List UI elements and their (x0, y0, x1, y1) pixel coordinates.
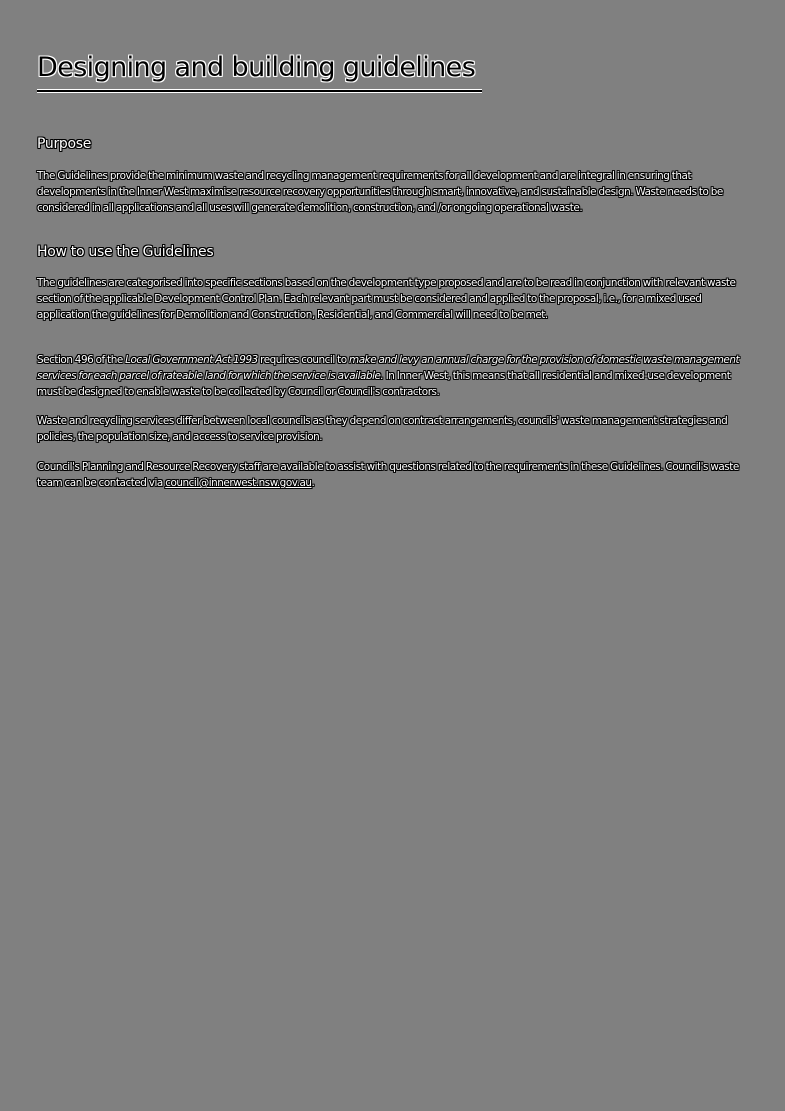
purpose-paragraph: The Guidelines provide the minimum waste and recycling management requirements for all development and are integral in ensuring that developments in the Inner West maximise resource recovery opportunities through smart, innovative, and sustainable design. Waste needs to be considered in all applications and all uses will generate demolition, construction, and /or ongoing operational waste. (37, 170, 723, 214)
act-quote: make and levy an annual charge for the provision of domestic waste management services for each parcel of rateable land for which the service is available. (37, 354, 740, 382)
title-underline (37, 90, 482, 92)
section-496-middle: requires council to (257, 354, 350, 366)
contact-suffix: . (311, 477, 315, 489)
section-496-prefix: Section 496 of the (37, 354, 126, 366)
contact-paragraph (37, 459, 752, 491)
waste-services-paragraph: Waste and recycling services differ between local councils as they depend on contract arrangements, councils' waste management strategies and policies, the population size, and access to service provision. (37, 415, 728, 443)
how-to-use-paragraph: The guidelines are categorised into specific sections based on the development type proposed and are to be read in conjunction with relevant waste section of the applicable Development Control Plan. Each relevant part must be considered and applied to the proposal, i.e., for a mixed used application the guidelines for Demolition and Construction, Residential, and Commercial will need to be met. (37, 277, 736, 321)
page-title: Designing and building guidelines (37, 52, 476, 83)
purpose-heading: Purpose (37, 136, 92, 152)
act-name: Local Government Act 1993 (125, 354, 258, 366)
section-496-suffix: In Inner West, this means that all residential and mixed-use development must be designed to enable waste to be collected by Council or Council's contractors. (37, 370, 731, 398)
how-to-use-heading: How to use the Guidelines (37, 244, 214, 260)
section-496-paragraph (37, 352, 752, 400)
contact-text: Council's Planning and Resource Recovery staff are available to assist with questions related to the requirements in these Guidelines. Council's waste team can be contacted via (37, 461, 739, 489)
contact-email-link[interactable]: council@innerwest.nsw.gov.au (165, 477, 312, 489)
